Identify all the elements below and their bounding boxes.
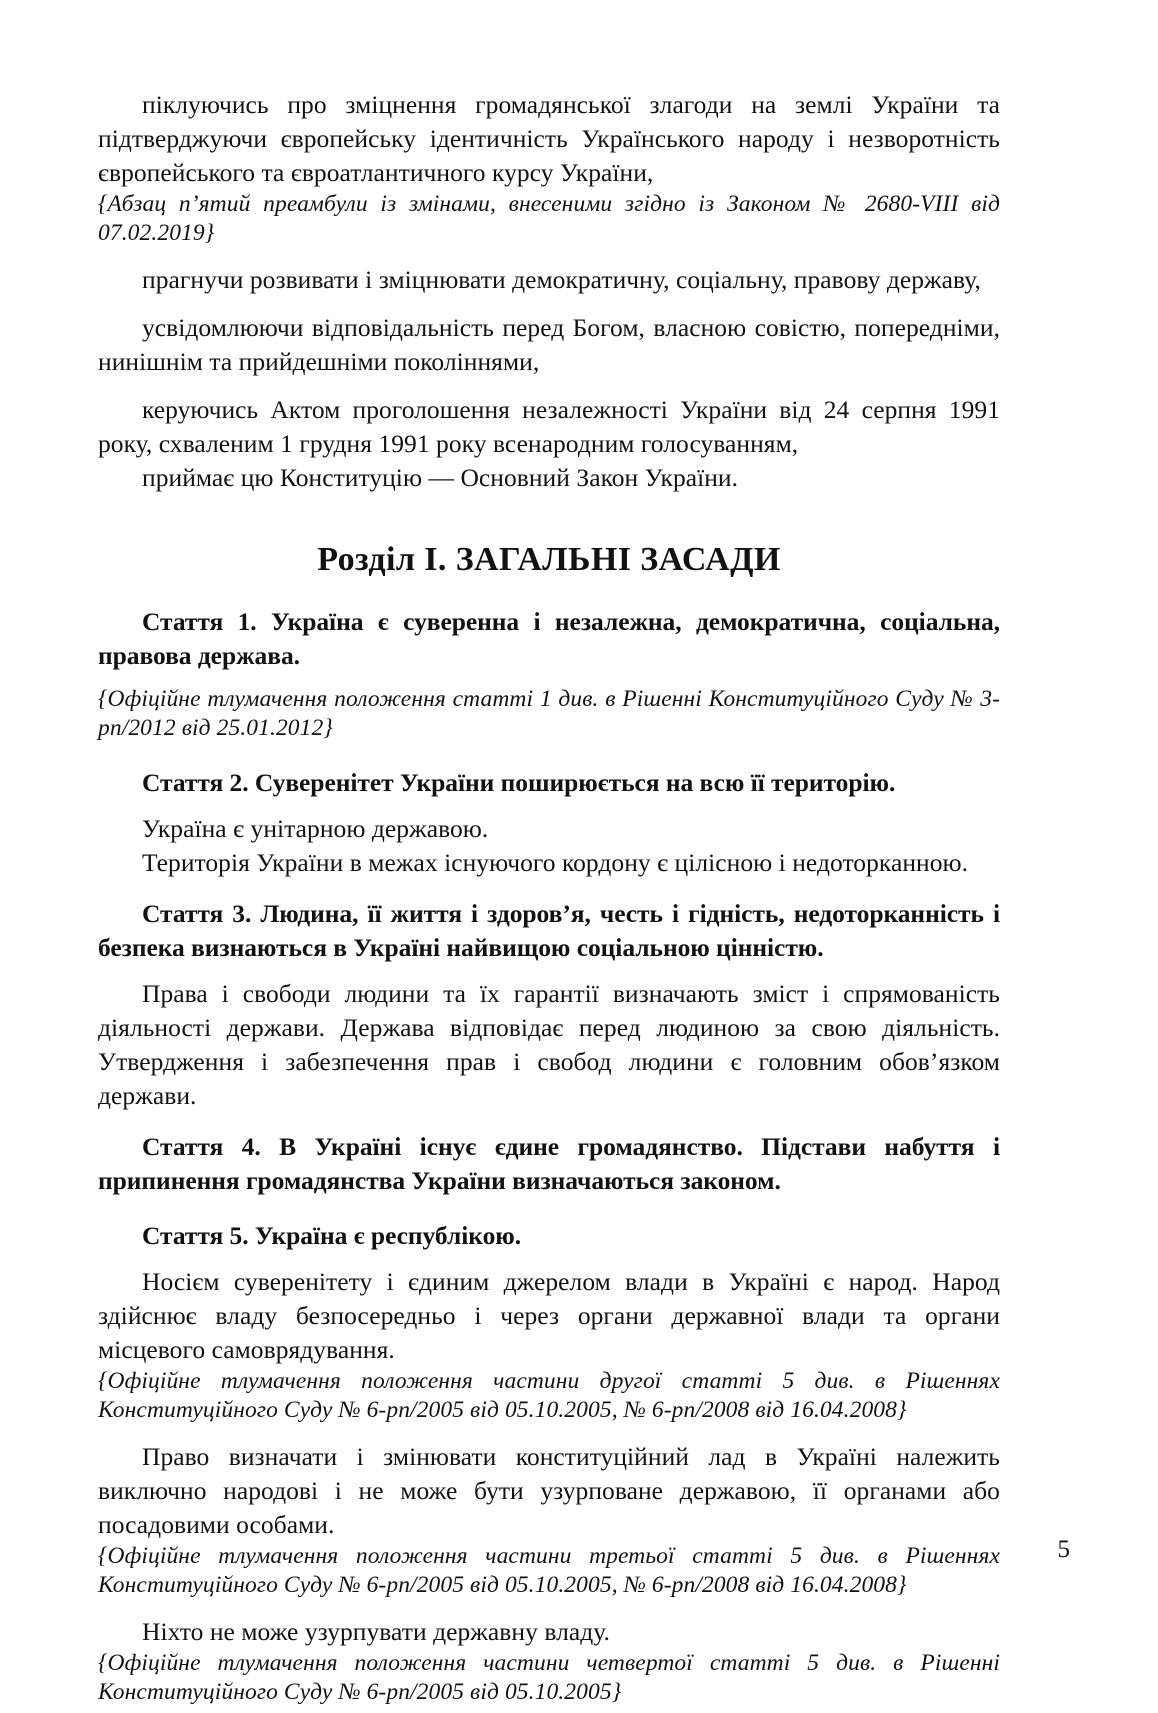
article-1-heading: Стаття 1. Україна є суверенна і незалежна, демократична, соціальна, правова держава. — [98, 607, 1000, 671]
preamble-paragraph-5: приймає цю Конституцію — Основний Закон України. — [142, 463, 739, 493]
spacer — [98, 1113, 1000, 1130]
article-2-paragraph-1: Україна є унітарною державою. — [142, 813, 489, 843]
article-2-heading: Стаття 2. Суверенітет України поширюється на всю її територію. — [142, 767, 896, 797]
article-4-heading: Стаття 4. В Україні існує єдине громадянство. Підстави набуття і припинення громадянства України визначаються законом. — [98, 1132, 1000, 1196]
article-5-paragraph-1: Носієм суверенітету і єдиним джерелом влади в Україні є народ. Народ здійснює владу безпосередньо і через органи державної влади та органи місцевого самоврядування. — [98, 1267, 1000, 1365]
spacer — [98, 749, 1000, 766]
article-5-note-2: {Офіційне тлумачення положення частини третьої статті 5 див. в Рішеннях Конституційного Суду № 6-рп/2005 від 05.10.2005, № 6-рп/2008 від 16.04.2008} — [98, 1543, 1000, 1599]
section-heading: Розділ I. ЗАГАЛЬНІ ЗАСАДИ — [317, 541, 781, 579]
article-3-paragraph-1: Права і свободи людини та їх гарантії визначають зміст і спрямованість діяльності держави. Держава відповідає перед людиною за свою діяльність. Утвердження і забезпечення прав і свобод людини є головним обов’язком держави. — [98, 979, 1000, 1111]
preamble-paragraph-3: усвідомлюючи відповідальність перед Богом, власною совістю, попередніми, нинішнім та прийдешніми поколіннями, — [98, 312, 1000, 376]
preamble-paragraph-4: керуючись Актом проголошення незалежності України від 24 серпня 1991 року, схваленим 1 грудня 1991 року всенародним голосуванням, — [98, 394, 1000, 458]
spacer — [98, 1606, 1000, 1615]
article-5-paragraph-3: Ніхто не може узурпувати державну владу. — [142, 1617, 610, 1647]
article-5-heading: Стаття 5. Україна є республікою. — [142, 1221, 522, 1251]
article-5-paragraph-2: Право визначати і змінювати конституційний лад в Україні належить виключно народові і не може бути узурповане державою, її органами або посадовими особами. — [98, 1442, 1000, 1540]
article-3-heading: Стаття 3. Людина, її життя і здоров’я, честь і гідність, недоторканність і безпека визнаються в Україні найвищою соціальною цінністю. — [98, 899, 1000, 963]
article-2-paragraph-2: Територія України в межах існуючого кордону є цілісною і недоторканною. — [142, 847, 969, 877]
page-content — [98, 88, 1000, 1713]
article-5-note-3: {Офіційне тлумачення положення частини четвертої статті 5 див. в Рішенні Конституційного Суду № 6-рп/2005 від 05.10.2005} — [98, 1650, 1000, 1705]
preamble-paragraph-2: прагнучи розвивати і зміцнювати демократичну, соціальну, правову державу, — [142, 264, 981, 294]
article-5-note-1: {Офіційне тлумачення положення частини другої статті 5 див. в Рішеннях Конституційного Суду № 6-рп/2005 від 05.10.2005, № 6-рп/2008 від 16.04.2008} — [98, 1368, 1000, 1424]
preamble-note-1: {Абзац п’ятий преамбули із змінами, внесеними згідно із Законом № 2680-VIII від 07.02.2019} — [98, 191, 1000, 246]
spacer — [98, 1210, 1000, 1219]
spacer — [98, 880, 1000, 897]
article-1-note: {Офіційне тлумачення положення статті 1 див. в Рішенні Конституційного Суду № 3-рп/2012 від 25.01.2012} — [98, 686, 1000, 742]
preamble-paragraph-1: піклуючись про зміцнення громадянської злагоди на землі України та підтверджуючи європейську ідентичність Українського народу і незворотність європейського та євроатлантичного курсу України, — [98, 90, 1000, 188]
page-number: 5 — [1057, 1536, 1070, 1563]
spacer — [98, 254, 1000, 263]
spacer — [98, 1431, 1000, 1440]
